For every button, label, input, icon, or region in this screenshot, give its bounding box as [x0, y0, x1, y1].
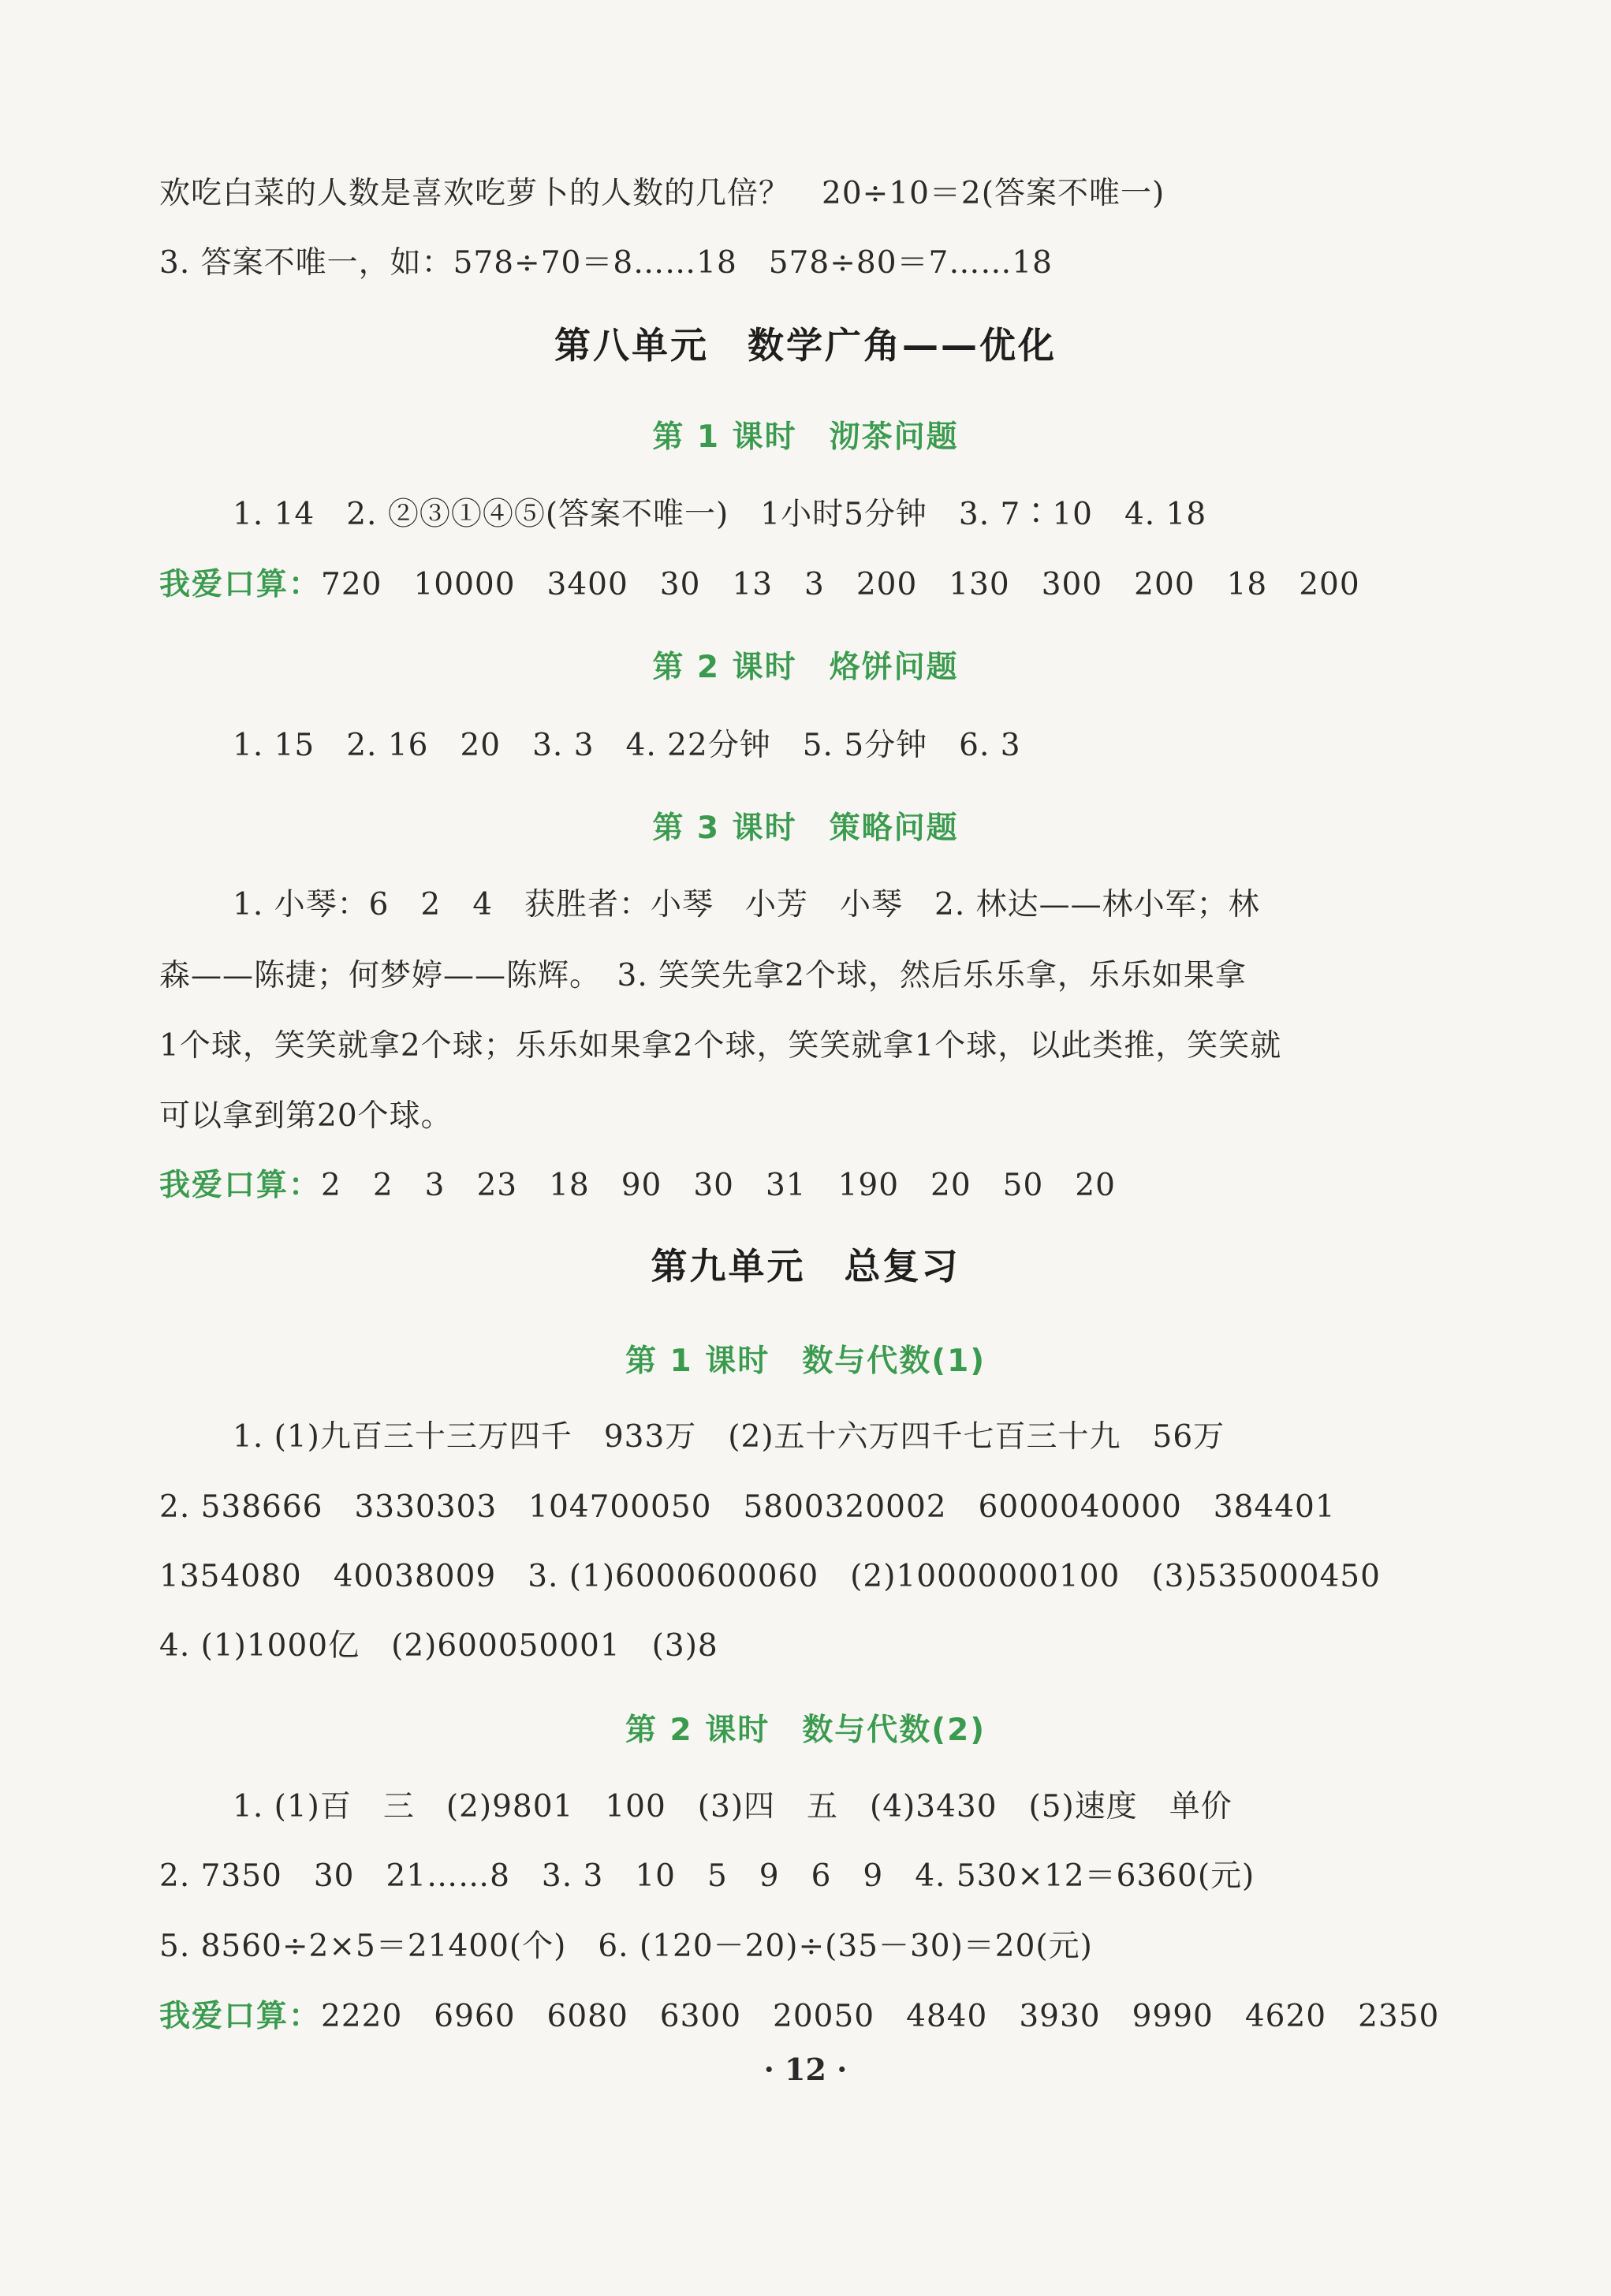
answer-line: 1个球，笑笑就拿2个球；乐乐如果拿2个球，笑笑就拿1个球，以此类推，笑笑就 — [159, 1028, 1282, 1064]
lesson-heading: 第 2 课时 数与代数(2) — [625, 1713, 986, 1748]
answer-line: 欢吃白菜的人数是喜欢吃萝卜的人数的几倍？ 20÷10＝2(答案不唯一) — [159, 176, 1165, 211]
answer-line: 1354080 40038009 3. (1)6000600060 (2)10000000100 (3)535000450 — [159, 1559, 1381, 1594]
answer-line: 1. 14 2. ②③①④⑤(答案不唯一) 1小时5分钟 3. 7∶10 4. 18 — [233, 497, 1207, 532]
answer-line: 森——陈捷；何梦婷——陈辉。 3. 笑笑先拿2个球，然后乐乐拿，乐乐如果拿 — [159, 958, 1247, 993]
lesson-heading: 第 1 课时 数与代数(1) — [625, 1344, 986, 1379]
unit-heading: 第八单元 数学广角——优化 — [554, 324, 1057, 367]
lesson-heading: 第 2 课时 烙饼问题 — [652, 650, 959, 685]
answer-line: 可以拿到第20个球。 — [159, 1098, 453, 1134]
page-number: · 12 · — [763, 2052, 848, 2087]
lesson-heading: 第 3 课时 策略问题 — [652, 811, 959, 846]
mental-math-line — [159, 563, 1360, 607]
answer-line: 3. 答案不唯一，如：578÷70＝8……18 578÷80＝7……18 — [159, 245, 1053, 281]
mental-math-values: 2220 6960 6080 6300 20050 4840 3930 9990 4620 2350 — [321, 1999, 1440, 2034]
answer-line: 1. 15 2. 16 20 3. 3 4. 22分钟 5. 5分钟 6. 3 — [233, 728, 1021, 763]
answer-line: 4. (1)1000亿 (2)600050001 (3)8 — [159, 1628, 718, 1664]
unit-heading: 第九单元 总复习 — [651, 1245, 960, 1288]
answer-line: 1. (1)百 三 (2)9801 100 (3)四 五 (4)3430 (5)速度 单价 — [233, 1789, 1232, 1824]
answer-line: 2. 538666 3330303 104700050 5800320002 6000040000 384401 — [159, 1489, 1336, 1525]
mental-math-label: 我爱口算： — [159, 567, 322, 602]
answer-line: 2. 7350 30 21……8 3. 3 10 5 9 6 9 4. 530×12＝6360(元) — [159, 1858, 1255, 1894]
lesson-heading: 第 1 课时 沏茶问题 — [652, 419, 959, 455]
mental-math-label: 我爱口算： — [159, 1999, 322, 2034]
mental-math-label: 我爱口算： — [159, 1168, 322, 1203]
mental-math-line — [159, 1995, 1439, 2039]
answer-line: 1. 小琴：6 2 4 获胜者：小琴 小芳 小琴 2. 林达——林小军；林 — [233, 887, 1260, 922]
mental-math-values: 720 10000 3400 30 13 3 200 130 300 200 18 200 — [321, 567, 1360, 602]
answer-line: 1. (1)九百三十三万四千 933万 (2)五十六万四千七百三十九 56万 — [233, 1419, 1225, 1455]
answer-line: 5. 8560÷2×5＝21400(个) 6. (120－20)÷(35－30)＝20(元) — [159, 1929, 1093, 1964]
mental-math-values: 2 2 3 23 18 90 30 31 190 20 50 20 — [321, 1168, 1116, 1203]
mental-math-line — [159, 1164, 1116, 1208]
